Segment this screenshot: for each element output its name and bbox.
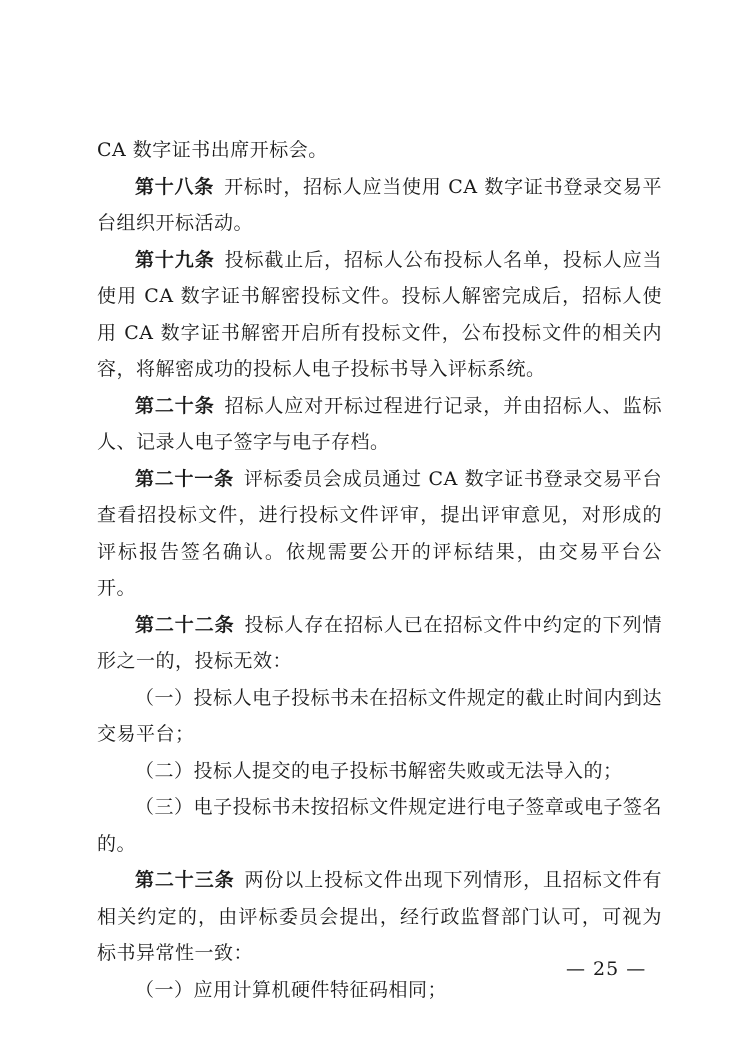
paragraph-text: （二）投标人提交的电子投标书解密失败或无法导入的； xyxy=(135,759,623,782)
article-19 xyxy=(97,242,662,388)
paragraph-text: 投标人存在招标人已在招标文件中约定的下列情形之一的，投标无效： xyxy=(97,613,662,672)
paragraph-text: （一）应用计算机硬件特征码相同； xyxy=(135,978,448,1001)
article-heading: 第二十一条 xyxy=(135,467,234,490)
article-23 xyxy=(97,862,662,972)
list-item xyxy=(97,680,662,753)
paragraph-text: （三）电子投标书未按招标文件规定进行电子签章或电子签名的。 xyxy=(97,796,662,855)
paragraph-text: 两份以上投标文件出现下列情形，且招标文件有相关约定的，由评标委员会提出，经行政监督部门认可，可视为标书异常性一致： xyxy=(97,869,662,964)
article-heading: 第二十三条 xyxy=(135,869,235,891)
article-heading: 第二十条 xyxy=(135,394,215,417)
article-18 xyxy=(97,169,662,242)
article-heading: 第十九条 xyxy=(135,248,215,271)
list-item xyxy=(97,789,662,862)
paragraph-text: CA 数字证书出席开标会。 xyxy=(97,139,328,161)
paragraph-text: （一）投标人电子投标书未在招标文件规定的截止时间内到达交易平台； xyxy=(97,686,662,745)
paragraph-text: 招标人应对开标过程进行记录，并由招标人、监标人、记录人电子签字与电子存档。 xyxy=(97,394,662,453)
paragraph-text: 开标时，招标人应当使用 CA 数字证书登录交易平台组织开标活动。 xyxy=(97,175,662,234)
article-heading: 第十八条 xyxy=(135,175,215,198)
paragraph-continuation xyxy=(97,132,662,169)
article-20 xyxy=(97,388,662,461)
paragraph-text: 投标截止后，招标人公布投标人名单，投标人应当使用 CA 数字证书解密投标文件。投标人解密完成后，招标人使用 CA 数字证书解密开启所有投标文件，公布投标文件的相关内容，将解密成功的投标人电子投标书导入评标系统。 xyxy=(97,248,662,380)
body-text xyxy=(97,132,662,1008)
list-item xyxy=(97,753,662,790)
page-number: — 25 — xyxy=(566,958,647,980)
article-21 xyxy=(97,461,662,607)
paragraph-text: 评标委员会成员通过 CA 数字证书登录交易平台查看招投标文件，进行投标文件评审，提出评审意见，对形成的评标报告签名确认。依规需要公开的评标结果，由交易平台公开。 xyxy=(97,467,662,599)
article-heading: 第二十二条 xyxy=(135,613,235,636)
article-22 xyxy=(97,607,662,680)
